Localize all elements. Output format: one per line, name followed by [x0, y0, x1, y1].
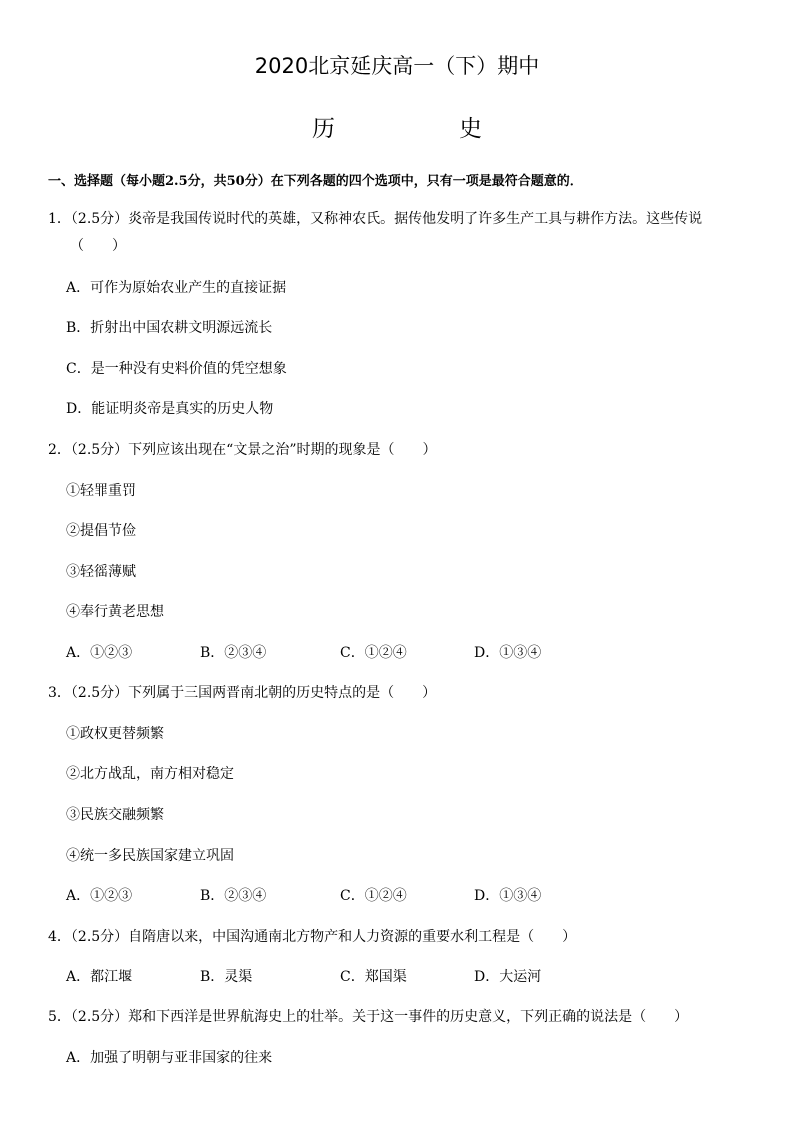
question-4-option-c: C．郑国渠 — [340, 969, 407, 985]
question-3-item-1: ①政权更替频繁 — [66, 726, 164, 742]
question-4-option-d: D．大运河 — [474, 969, 542, 985]
question-2-item-1: ①轻罪重罚 — [66, 483, 136, 499]
question-1-stem: 1．（2.5分）炎帝是我国传说时代的英雄，又称神农氏。据传他发明了许多生产工具与耕作方法。这些传说 — [48, 211, 703, 227]
question-1-option-c: C．是一种没有史料价值的凭空想象 — [66, 361, 287, 377]
question-2-item-2: ②提倡节俭 — [66, 523, 136, 539]
question-1-option-a: A．可作为原始农业产生的直接证据 — [66, 280, 287, 296]
question-2-option-c: C．①②④ — [340, 645, 407, 661]
question-1-option-d: D．能证明炎帝是真实的历史人物 — [66, 401, 274, 417]
subject-title: 历 史 — [312, 116, 508, 142]
question-2-stem: 2．（2.5分）下列应该出现在“文景之治”时期的现象是（ ） — [48, 442, 437, 458]
question-4-option-a: A．都江堰 — [66, 969, 133, 985]
question-3-option-c: C．①②④ — [340, 888, 407, 904]
question-2-option-d: D．①③④ — [474, 645, 542, 661]
question-2-option-a: A．①②③ — [66, 645, 133, 661]
question-2-option-b: B．②③④ — [200, 645, 267, 661]
question-5-option-a: A．加强了明朝与亚非国家的往来 — [66, 1050, 273, 1066]
section-heading: 一、选择题（每小题2.5分，共50分）在下列各题的四个选项中，只有一项是最符合题意的． — [48, 174, 583, 189]
question-4-stem: 4．（2.5分）自隋唐以来，中国沟通南北方物产和人力资源的重要水利工程是（ ） — [48, 929, 577, 945]
question-3-item-2: ②北方战乱，南方相对稳定 — [66, 766, 234, 782]
exam-title: 2020北京延庆高一（下）期中 — [254, 54, 540, 78]
question-1-stem-cont: （ ） — [70, 238, 126, 254]
question-5-stem: 5．（2.5分）郑和下西洋是世界航海史上的壮举。关于这一事件的历史意义，下列正确的说法是（ ） — [48, 1009, 689, 1025]
question-2-item-4: ④奉行黄老思想 — [66, 604, 164, 620]
question-3-item-4: ④统一多民族国家建立巩固 — [66, 848, 234, 864]
question-3-option-a: A．①②③ — [66, 888, 133, 904]
question-3-option-d: D．①③④ — [474, 888, 542, 904]
question-3-item-3: ③民族交融频繁 — [66, 807, 164, 823]
question-3-option-b: B．②③④ — [200, 888, 267, 904]
question-2-item-3: ③轻徭薄赋 — [66, 564, 136, 580]
question-4-option-b: B．灵渠 — [200, 969, 253, 985]
question-1-option-b: B．折射出中国农耕文明源远流长 — [66, 320, 273, 336]
question-3-stem: 3．（2.5分）下列属于三国两晋南北朝的历史特点的是（ ） — [48, 685, 437, 701]
